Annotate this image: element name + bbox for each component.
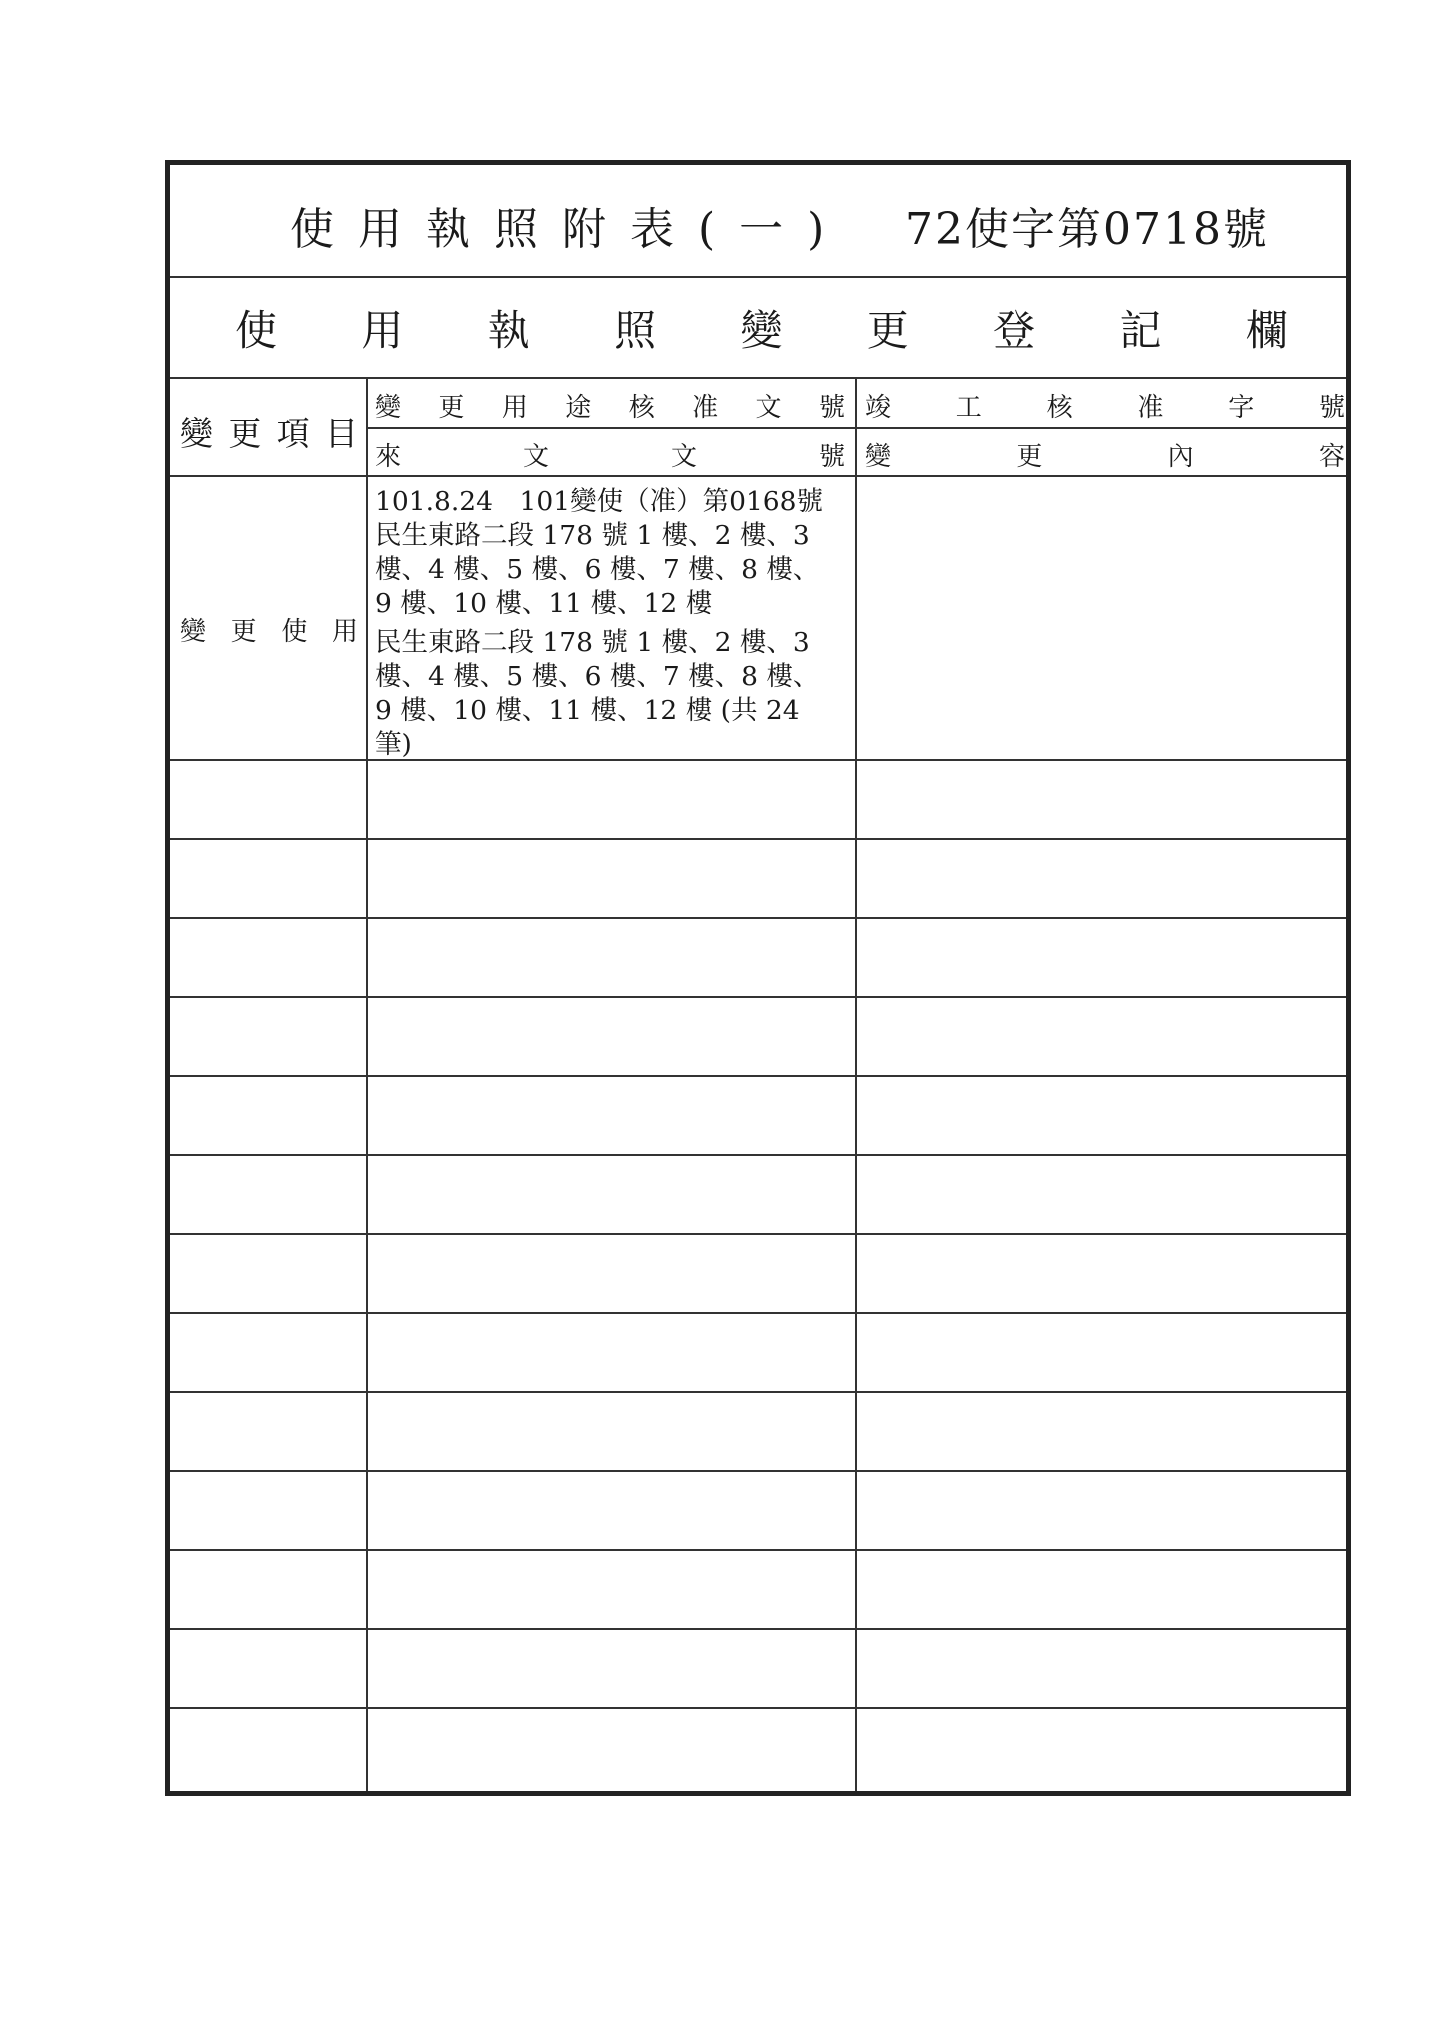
header-char: 變 xyxy=(375,392,402,423)
header-char: 文 xyxy=(522,441,549,472)
header-inner-divider xyxy=(366,427,1346,429)
header-char: 更 xyxy=(1016,441,1043,472)
usage-permit-form xyxy=(165,160,1351,1796)
row-divider xyxy=(170,1312,1346,1314)
header-char: 工 xyxy=(955,392,982,423)
section-title-char: 用 xyxy=(361,306,404,355)
record-line: 9 樓、10 樓、11 樓、12 樓 xyxy=(375,588,713,619)
column-divider xyxy=(855,379,857,1791)
header-char: 核 xyxy=(628,392,655,423)
header-char: 更 xyxy=(228,413,262,453)
header-char: 竣 xyxy=(865,392,892,423)
section-title-char: 使 xyxy=(235,306,278,355)
header-char: 目 xyxy=(324,413,358,453)
section-title-char: 更 xyxy=(866,306,909,355)
row-divider xyxy=(170,838,1346,840)
record-approval-text xyxy=(375,485,847,762)
record-line: 101.8.24 101變使（准）第0168號 xyxy=(375,486,824,517)
header-change-item xyxy=(180,407,358,455)
header-char: 字 xyxy=(1228,392,1255,423)
header-char: 用 xyxy=(501,392,528,423)
row-divider xyxy=(170,1549,1346,1551)
row-divider xyxy=(170,996,1346,998)
record-change-item xyxy=(180,611,358,647)
section-title-char: 登 xyxy=(993,306,1036,355)
header-char: 變 xyxy=(180,413,213,453)
header-char: 號 xyxy=(818,441,845,472)
header-char: 文 xyxy=(670,441,697,472)
section-title-char: 照 xyxy=(614,306,657,355)
header-char: 核 xyxy=(1046,392,1073,423)
column-divider xyxy=(366,379,368,1791)
header-char: 途 xyxy=(565,392,592,423)
record-line: 民生東路二段 178 號 1 樓、2 樓、3 xyxy=(375,520,810,551)
record-item-char: 使 xyxy=(281,616,308,647)
row-divider xyxy=(170,917,1346,919)
header-char: 內 xyxy=(1167,441,1194,472)
header-completion-approval-no xyxy=(865,387,1345,423)
section-title-char: 欄 xyxy=(1245,306,1288,355)
row-divider xyxy=(170,1154,1346,1156)
header-bottom-divider xyxy=(170,475,1346,477)
record-item-char: 更 xyxy=(230,616,257,647)
header-char: 准 xyxy=(1137,392,1164,423)
record-item-char: 變 xyxy=(180,616,207,647)
row-divider xyxy=(170,1391,1346,1393)
header-char: 准 xyxy=(692,392,719,423)
row-divider xyxy=(170,1628,1346,1630)
header-approval-doc-no xyxy=(375,387,845,423)
permit-number: 72使字第0718號 xyxy=(905,204,1269,255)
subtitle-row xyxy=(170,278,1346,379)
row-divider xyxy=(170,1075,1346,1077)
section-title-char: 記 xyxy=(1119,306,1162,355)
row-divider xyxy=(170,1707,1346,1709)
record-line: 民生東路二段 178 號 1 樓、2 樓、3 xyxy=(375,627,810,658)
row-divider xyxy=(170,1233,1346,1235)
record-line: 筆) xyxy=(375,729,412,760)
section-title-char: 變 xyxy=(740,306,783,355)
record-line: 樓、4 樓、5 樓、6 樓、7 樓、8 樓、 xyxy=(375,554,820,585)
row-divider xyxy=(170,1470,1346,1472)
header-char: 項 xyxy=(276,413,310,453)
header-char: 更 xyxy=(438,392,465,423)
header-char: 號 xyxy=(1318,392,1345,423)
section-title-char: 執 xyxy=(487,306,530,355)
header-incoming-doc-no xyxy=(375,436,845,472)
title-row xyxy=(170,165,1346,278)
header-char: 變 xyxy=(865,441,892,472)
section-title xyxy=(235,300,1288,356)
header-char: 號 xyxy=(818,392,845,423)
record-line: 9 樓、10 樓、11 樓、12 樓 (共 24 xyxy=(375,695,800,726)
record-item-char: 用 xyxy=(331,616,358,647)
header-char: 來 xyxy=(375,441,402,472)
record-line: 樓、4 樓、5 樓、6 樓、7 樓、8 樓、 xyxy=(375,661,820,692)
header-char: 容 xyxy=(1318,441,1345,472)
header-char: 文 xyxy=(755,392,782,423)
registration-table xyxy=(170,379,1346,1791)
form-title: 使用執照附表(一) xyxy=(290,204,849,255)
header-change-content xyxy=(865,436,1345,472)
